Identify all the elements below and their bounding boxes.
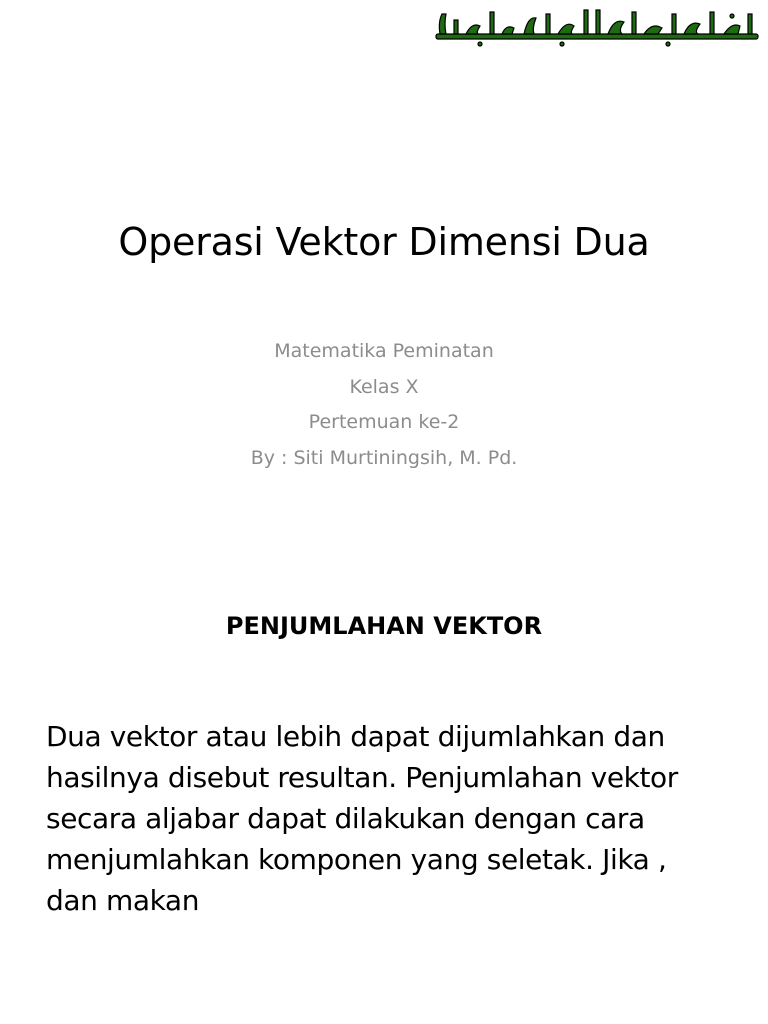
basmalah-calligraphy-image: [432, 4, 762, 48]
body-line: Dua vektor atau lebih dapat dijumlahkan dan: [46, 720, 665, 753]
body-line: hasilnya disebut resultan. Penjumlahan vektor: [46, 761, 678, 794]
body-line: secara aljabar dapat dilakukan dengan cara: [46, 802, 645, 835]
section-heading: PENJUMLAHAN VEKTOR: [225, 612, 543, 640]
subtitle-subject: Matematika Peminatan: [274, 340, 494, 362]
subtitle-block: [0, 334, 768, 476]
body-paragraph: [46, 716, 736, 921]
subtitle-author: By : Siti Murtiningsih, M. Pd.: [250, 446, 518, 469]
body-line: dan makan: [46, 884, 200, 917]
slide-content: [0, 560, 768, 1024]
slide-title-text: Operasi Vektor Dimensi Dua: [118, 220, 650, 264]
subtitle-class: Kelas X: [349, 375, 419, 398]
subtitle-meeting: Pertemuan ke-2: [308, 411, 460, 433]
body-line: menjumlahkan komponen yang seletak. Jika ,: [46, 843, 667, 876]
